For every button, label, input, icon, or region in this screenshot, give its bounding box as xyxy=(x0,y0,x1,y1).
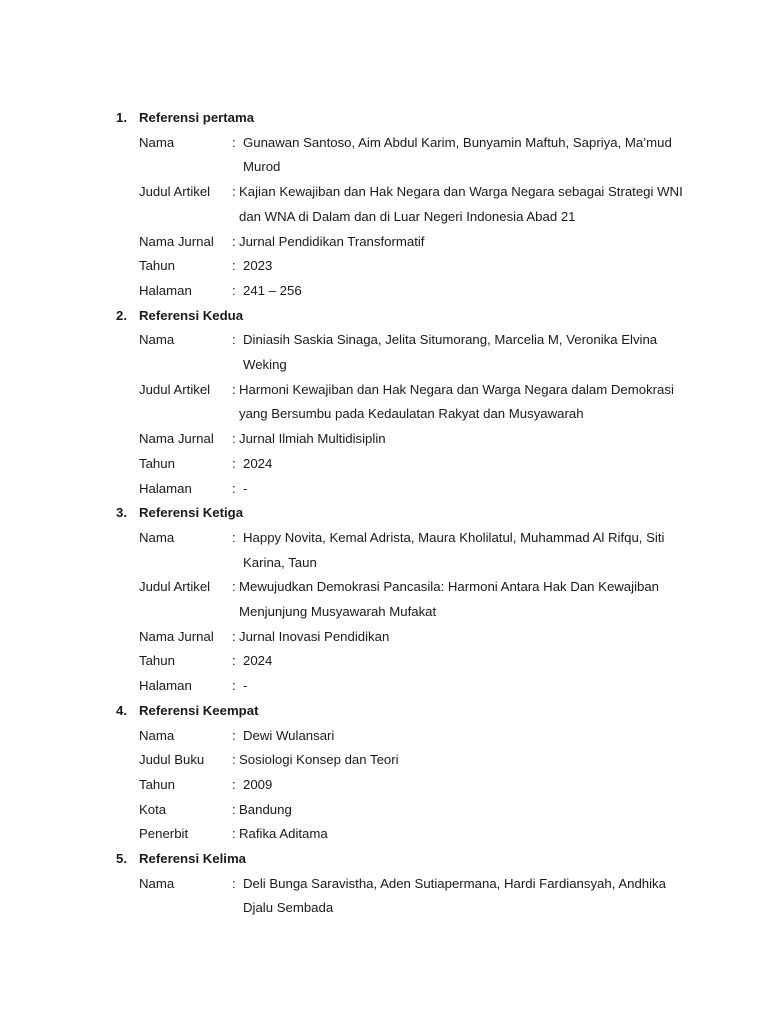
field-label: Judul Buku xyxy=(139,752,205,768)
field-value xyxy=(243,724,683,749)
field-label: Tahun xyxy=(139,258,175,274)
field-colon: : xyxy=(232,134,236,150)
field-colon: : xyxy=(232,431,236,447)
field-colon: : xyxy=(232,776,236,792)
field-value-line: 2009 xyxy=(243,776,273,792)
field-colon: : xyxy=(232,727,236,743)
field-colon: : xyxy=(232,529,236,545)
field-value-line: Jurnal Ilmiah Multidisiplin xyxy=(239,431,386,447)
field-colon: : xyxy=(232,282,236,298)
field-value-line: Mewujudkan Demokrasi Pancasila: Harmoni Antara Hak Dan Kewajiban xyxy=(239,579,660,595)
field-colon: : xyxy=(232,184,236,200)
field-value xyxy=(239,625,679,650)
reference-title: Referensi pertama xyxy=(139,110,255,125)
reference-item xyxy=(0,699,768,847)
field-colon: : xyxy=(232,752,236,768)
field-value-line: Happy Novita, Kemal Adrista, Maura Kholilatul, Muhammad Al Rifqu, Siti xyxy=(243,529,665,545)
field-label: Nama xyxy=(139,134,175,150)
field-value xyxy=(239,378,679,427)
reference-number: 2. xyxy=(116,307,127,323)
reference-field xyxy=(0,526,768,575)
field-label: Nama xyxy=(139,529,175,545)
field-label: Tahun xyxy=(139,653,175,669)
field-label: Halaman xyxy=(139,282,192,298)
field-value xyxy=(239,427,679,452)
field-label: Nama xyxy=(139,332,175,348)
field-value xyxy=(239,798,679,823)
field-colon: : xyxy=(232,480,236,496)
field-value-line: Jurnal Inovasi Pendidikan xyxy=(239,628,390,644)
reference-field xyxy=(0,452,768,477)
field-label: Kota xyxy=(139,801,167,817)
field-value-line: Sosiologi Konsep dan Teori xyxy=(239,752,399,768)
field-value xyxy=(239,230,679,255)
field-value-line: 2023 xyxy=(243,258,273,274)
field-colon: : xyxy=(232,826,236,842)
field-value-line: Gunawan Santoso, Aim Abdul Karim, Bunyamin Maftuh, Sapriya, Ma’mud xyxy=(243,134,672,150)
field-value xyxy=(239,748,679,773)
reference-field xyxy=(0,798,768,823)
reference-item xyxy=(0,501,768,699)
field-colon: : xyxy=(232,875,236,891)
reference-field xyxy=(0,649,768,674)
reference-field xyxy=(0,131,768,180)
field-colon: : xyxy=(232,332,236,348)
field-value xyxy=(239,575,679,624)
field-label: Judul Artikel xyxy=(139,579,211,595)
reference-item xyxy=(0,106,768,304)
field-value-line: Deli Bunga Saravistha, Aden Sutiapermana, Hardi Fardiansyah, Andhika xyxy=(243,875,666,891)
field-value xyxy=(243,773,683,798)
field-value-line: Kajian Kewajiban dan Hak Negara dan Warga Negara sebagai Strategi WNI xyxy=(239,184,683,200)
field-label: Penerbit xyxy=(139,826,189,842)
field-value-line: Menjunjung Musyawarah Mufakat xyxy=(239,604,437,620)
reference-field xyxy=(0,822,768,847)
field-value-line: - xyxy=(243,480,248,496)
field-value xyxy=(243,526,683,575)
reference-heading xyxy=(0,106,768,131)
field-value-line: dan WNA di Dalam dan di Luar Negeri Indonesia Abad 21 xyxy=(239,208,576,224)
field-value-line: Diniasih Saskia Sinaga, Jelita Situmorang, Marcelia M, Veronika Elvina xyxy=(243,332,658,348)
reference-field xyxy=(0,328,768,377)
reference-field xyxy=(0,254,768,279)
field-colon: : xyxy=(232,801,236,817)
field-value xyxy=(243,279,683,304)
reference-heading xyxy=(0,699,768,724)
field-colon: : xyxy=(232,258,236,274)
field-value xyxy=(243,649,683,674)
reference-heading xyxy=(0,501,768,526)
field-label: Nama xyxy=(139,727,175,743)
reference-field xyxy=(0,378,768,427)
field-colon: : xyxy=(232,579,236,595)
reference-title: Referensi Kelima xyxy=(139,851,247,867)
field-colon: : xyxy=(232,653,236,669)
field-value xyxy=(239,180,683,229)
field-colon: : xyxy=(232,628,236,644)
field-value-line: Djalu Sembada xyxy=(243,900,334,916)
field-value-line: Bandung xyxy=(239,801,292,817)
field-value-line: Jurnal Pendidikan Transformatif xyxy=(239,233,425,249)
field-value xyxy=(243,452,683,477)
field-value-line: 2024 xyxy=(243,455,273,471)
field-value xyxy=(243,131,683,180)
reference-field xyxy=(0,773,768,798)
reference-list xyxy=(0,106,768,921)
field-value-line: Dewi Wulansari xyxy=(243,727,335,743)
reference-number: 3. xyxy=(116,505,127,521)
field-value xyxy=(243,477,683,502)
reference-heading xyxy=(0,304,768,329)
field-value xyxy=(239,822,679,847)
field-label: Nama Jurnal xyxy=(139,628,214,644)
reference-field xyxy=(0,625,768,650)
field-value-line: Murod xyxy=(243,159,281,175)
field-label: Tahun xyxy=(139,455,175,471)
field-label: Halaman xyxy=(139,480,192,496)
field-value xyxy=(243,254,683,279)
reference-field xyxy=(0,724,768,749)
field-value-line: yang Bersumbu pada Kedaulatan Rakyat dan Musyawarah xyxy=(239,406,584,422)
reference-field xyxy=(0,230,768,255)
reference-number: 5. xyxy=(116,851,127,867)
reference-heading xyxy=(0,847,768,872)
field-label: Judul Artikel xyxy=(139,381,211,397)
reference-field xyxy=(0,575,768,624)
field-label: Halaman xyxy=(139,678,192,694)
field-value-line: Rafika Aditama xyxy=(239,826,328,842)
field-value xyxy=(243,328,683,377)
field-value-line: Weking xyxy=(243,357,287,372)
reference-item xyxy=(0,304,768,502)
field-value-line: 2024 xyxy=(243,653,273,669)
reference-number: 1. xyxy=(116,110,127,125)
reference-field xyxy=(0,279,768,304)
field-label: Nama Jurnal xyxy=(139,431,214,447)
reference-field xyxy=(0,427,768,452)
field-value-line: - xyxy=(243,678,248,694)
reference-title: Referensi Kedua xyxy=(139,307,244,323)
field-value-line: Harmoni Kewajiban dan Hak Negara dan Warga Negara dalam Demokrasi xyxy=(239,381,674,397)
reference-field xyxy=(0,748,768,773)
field-label: Tahun xyxy=(139,776,175,792)
reference-item xyxy=(0,847,768,921)
field-label: Judul Artikel xyxy=(139,184,211,200)
field-value-line: 241 – 256 xyxy=(243,282,302,298)
field-value-line: Karina, Taun xyxy=(243,554,317,570)
reference-field xyxy=(0,477,768,502)
field-colon: : xyxy=(232,381,236,397)
reference-field xyxy=(0,872,768,921)
field-value xyxy=(243,872,683,921)
field-value xyxy=(243,674,683,699)
reference-number: 4. xyxy=(116,702,127,718)
reference-field xyxy=(0,674,768,699)
reference-title: Referensi Ketiga xyxy=(139,505,244,521)
field-label: Nama xyxy=(139,875,175,891)
reference-field xyxy=(0,180,768,229)
field-colon: : xyxy=(232,678,236,694)
field-colon: : xyxy=(232,455,236,471)
reference-title: Referensi Keempat xyxy=(139,702,259,718)
field-colon: : xyxy=(232,233,236,249)
field-label: Nama Jurnal xyxy=(139,233,214,249)
